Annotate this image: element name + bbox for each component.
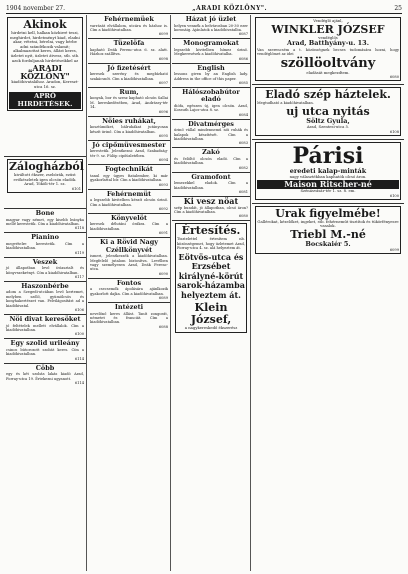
ad-zalog-number: 6101 [71, 186, 81, 191]
ad-elado-title: Eladó szép háztelek. [265, 88, 391, 102]
ad-piano-text: megvételre kerestetik. Cím a kiadóhivatalban. [6, 241, 84, 251]
ad-piano-number: 6119 [74, 250, 84, 255]
ad-c2-4-number: 6096 [158, 109, 168, 114]
ad-c2-8-title: Fehérnemüt [106, 189, 152, 198]
ad-c3-8-title: Ki vesz nöat [183, 197, 239, 207]
ad-akinok-title: Akinok [23, 18, 67, 31]
ad-nol-title: Nöi divat keresöket [9, 315, 81, 324]
ad-haszonber-number: 6106 [74, 308, 84, 313]
ad-haszonber [4, 282, 86, 315]
ad-winkler [252, 15, 404, 85]
ad-cobb-number: 6114 [74, 381, 84, 385]
ad-urak-number: 6099 [389, 248, 399, 253]
ad-c3-8 [172, 197, 250, 221]
ad-parisi-addr: Szénásvásár-tér 1. sz. 8. em. [300, 188, 356, 194]
ad-akinok-brand: „ARADI KÖZLÖNY" [20, 63, 70, 81]
ad-cobb-title: Cöbb [35, 363, 55, 372]
ad-c2-6-text: kerestetik. Jelentkezni: Arad, Szabadság-tér 9. sz. Fülöp cipőüzletében. [90, 149, 168, 158]
ad-c3-5-number: 6083 [238, 141, 248, 146]
ad-c2-4-title: Rum, [119, 87, 139, 96]
ad-elado-addr: Arad, Szentesi-utca 5. [306, 124, 350, 129]
column-1 [4, 15, 87, 571]
ad-c2-4-text: konyak, bor és szesz kapható olcsón Sallai M. kereskedésében, Arad, Andrássy-tér 14. [90, 96, 168, 110]
ad-winkler-number: 6080 [389, 75, 399, 80]
ad-szoba-text: csinos bútorozott szobát keres. Cím a kiadóhivatalban. [6, 347, 84, 357]
ad-c2-6-title: Jó cipőmüvesmester [92, 140, 166, 149]
ad-c3-8-number: 6080 [238, 214, 248, 219]
ad-c2-10-number: 6090 [158, 271, 168, 276]
ad-cobb [4, 364, 86, 387]
ad-c2-5-number: 6095 [158, 133, 168, 138]
ad-szoba [4, 339, 86, 363]
ad-c2-3-title: Jó fizetésért [107, 63, 151, 72]
ad-parisi-sub: eredeti kalap-minták [289, 166, 367, 175]
ad-c2-4 [88, 88, 170, 117]
ad-parisi-text: nagy választékban kaphatók olcsó áron. [289, 174, 367, 180]
ad-elado-name: Söltz Gyula, [306, 116, 350, 125]
ad-c2-10-title: Ki a Rövid Nagy Czéllkönyvét [99, 238, 159, 254]
ad-akinok-text: hirdetni kell, halkan közhirré teszi, meghirdet, hirdetményt kiad, eladni akar, vétetni, bérelni, vagy bérbe adni szándékozik valamit; alkalmazottat keres, állást keres, üzletet nyit, üzletet átvesz, stb. stb. azok forduljanak hirdetéseikkel az [10, 30, 80, 63]
header-date: 1904 november 27. [6, 4, 65, 12]
ad-elado-sub: uj utca nyitás [286, 104, 370, 118]
ad-c2-5-text: kosztümöket, bálruhákat jutányosan készít úrinő. Cím a kiadóhivatalban. [90, 125, 168, 134]
ad-c2-7-title: Fogtechnikát [105, 165, 153, 174]
ad-c3-3-number: 6085 [238, 80, 248, 85]
ad-haszonber-text: adom a Szegedi-utcában levő kertemet, melyben szőlő, gyümölcsös és konyhakertészet van. Felvilágosítást ad a kiadóhivatal. [6, 290, 84, 308]
ad-c3-4-text: diófa, egészen új, igen olcsón. Arad, Kossuth Lajos-utca 8. sz. [174, 103, 248, 113]
ad-akinok-frame [7, 17, 83, 111]
ad-c3-4-number: 6084 [238, 112, 248, 117]
ad-piano-title: Pianino [31, 233, 59, 242]
ad-winkler-addr: Arad, Batthyány-u. 13. [287, 39, 369, 48]
ad-haszonber-title: Haszonbérbe [21, 281, 69, 290]
ad-ertesites-name: Klein József, [190, 301, 232, 327]
ad-c2-12-text: nevelőnő keres állást. Tanít zongorát, németet és franciát. Cím a kiadóhivatalban. [90, 311, 168, 325]
ad-c2-11-title: Fontos [116, 278, 142, 287]
ad-elado-number: 6108 [389, 129, 399, 134]
ad-bone-text: magyar vagy német, egy kisebb leányka mellé kerestetik. Cím a kiadóhivatalban. [6, 217, 84, 226]
ad-c2-2 [88, 39, 170, 63]
ad-urak-addr: Bocskaiér 5. [305, 239, 351, 248]
ad-c2-1-title: Fehérnemüek [104, 15, 154, 23]
ad-c3-1-text: helyen vennék a belvárosban 20-30 ezer koronáig. Ajánlatok a kiadóhivatalba. [174, 23, 248, 32]
ad-ertesites-title: Értesítés. [181, 224, 241, 238]
header-title: „ARADI KÖZLÖNY". [192, 4, 268, 12]
ad-parisi-number: 6100 [389, 193, 399, 198]
ad-c2-9 [88, 214, 170, 238]
ad-c3-7 [172, 173, 250, 197]
ad-c3-3-title: English [197, 63, 225, 72]
ad-c2-12 [88, 303, 170, 331]
ad-ertesites [172, 221, 250, 335]
ad-c3-1-title: Házat jó üzlet [185, 15, 237, 23]
ad-winkler-big: szöllöoltvány [280, 55, 376, 71]
ad-akinok [4, 15, 86, 157]
ad-nol-number: 6100 [74, 332, 84, 337]
ad-c2-12-title: Intézeti [114, 303, 144, 312]
ad-ertesites-role: a nagykereskedő ékszerész [184, 325, 238, 331]
ad-c3-2-number: 6086 [238, 56, 248, 61]
ad-c3-5-text: úrinő vállal mindennemű női ruhák és kalapok készítését. Cím a kiadóhivatalban. [174, 128, 248, 142]
ad-zalog [4, 157, 86, 209]
ad-c3-7-title: Gramofont [191, 172, 231, 181]
ad-c3-6-text: és felöltő olcsón eladó. Cím a kiadóhivatalban. [174, 156, 248, 166]
ad-c2-1-number: 6099 [158, 32, 168, 37]
ad-nol-text: jó feltételek mellett elvállalok. Cím a kiadóhivatalban. [6, 323, 84, 332]
ad-c3-2-text: legszebb kivitelben hímez úrinő. Megkeresések a kiadóhivatalba. [174, 47, 248, 57]
ad-c2-10 [88, 238, 170, 279]
ad-winkler-text2: eladását megkezdtem. [306, 69, 350, 75]
ad-c2-5-title: Nöies ruhákat, [102, 116, 156, 125]
ad-bone-number: 6118 [74, 226, 84, 231]
ad-nol [4, 315, 86, 339]
ad-c2-1 [88, 15, 170, 39]
ad-c2-7-number: 6093 [158, 182, 168, 187]
ad-c2-10-text: ismeri, jelentkezzék a kiadóhivatalban. Megfelelő jutalom biztosítva. Levélben vagy személyesen Arad, Deák Ferenc-utca. [90, 254, 168, 272]
ad-c3-3-text: lessons given by an English lady. Address in the office of this paper. [174, 72, 248, 81]
ad-c3-4 [172, 88, 250, 120]
ad-c2-3-number: 6097 [158, 80, 168, 85]
ad-urak-brand: Triebl M.-né [290, 227, 366, 241]
ad-c2-9-number: 6091 [158, 231, 168, 236]
ad-ertesites-text: Tisztelettel értesítem nb. közönségemet, hogy üzletemet Arad, Forray-utca 4. sz. alá helyeztem át. [177, 237, 245, 251]
ad-c3-7-text: lemezekkel eladok. Cím a kiadóhivatalban. [174, 181, 248, 190]
ad-c2-12-number: 6088 [158, 324, 168, 329]
ad-c2-11-number: 6089 [158, 296, 168, 301]
ad-c3-5 [172, 120, 250, 149]
ad-zalog-text: kiváltott ékszer, zsebórák, ezüst evőkészletek igen olcsón eladók. Arad, Tököli-tér 1. sz. [13, 172, 77, 187]
ad-c3-2-title: Monogramokat [183, 39, 239, 48]
ad-parisi [252, 140, 404, 204]
ad-akinok-sub: kiadóhivatalához. Aradon, Kereszt-utca 16. sz. [11, 79, 79, 89]
ad-akinok-foot: APRÓ HIRDETÉSEK. [9, 92, 81, 109]
ad-parisi-brand: Maison Ritscher-né [257, 180, 399, 190]
ad-c2-9-text: keresek délutáni órákra. Cím a kiadóhivatalban. [90, 222, 168, 231]
ad-c3-5-title: Divatmérges [188, 119, 234, 128]
ad-piano [4, 233, 86, 257]
ad-c3-3 [172, 64, 250, 88]
ad-urak-text: Gallérokat, kézelőket, ingeket, stb. fehérneműt tisztítok és tükörfényesre vasalok. [257, 218, 399, 229]
column-4 [252, 15, 404, 571]
ad-c3-8-text: szép bundát, jó állapotban, olcsó áron? Cím a kiadóhivatalban. [174, 205, 248, 214]
ad-urak-title: Urak figyelmébe! [275, 206, 381, 220]
ad-c2-1-text: varrását elvállalom, utcára és házhoz is. Cím a kiadóhivatalban. [90, 23, 168, 32]
ad-bone-title: Bone [35, 209, 55, 217]
ad-c2-11 [88, 279, 170, 303]
ad-elado-text: Megtudható a kiadóhivatalban. [257, 101, 314, 106]
page-header [6, 3, 402, 14]
ad-c2-2-title: Tüzelöfa [113, 39, 145, 48]
ad-c2-5 [88, 117, 170, 141]
ad-winkler-sub: vendéglős [318, 34, 338, 40]
ad-c2-9-title: Könyvelöt [110, 213, 148, 222]
ad-c2-8-text: a legszebb kivitelben készít olcsón úrinő. Cím a kiadóhivatalban. [90, 198, 168, 207]
ad-c2-11-text: a csecsemők ápolására ajánlkozik gyakorlott dajka. Cím a kiadóhivatalban. [90, 287, 168, 296]
ad-c3-4-title: Hálószobabútor eladó [182, 87, 240, 104]
ad-c3-6-title: Zakó [202, 148, 220, 157]
ad-veszek-number: 6117 [74, 274, 84, 279]
ad-winkler-text: Van szerencsém a t. közönségnek becses tudomására hozni, hogy vendéglőmet az idei [257, 47, 399, 57]
ad-veszek [4, 258, 86, 282]
ad-cobb-text: egy és két szobás lakás kiadó Arad, Forray-utca 19. Értekezni ugyanott. [6, 372, 84, 381]
column-3 [172, 15, 251, 571]
ad-parisi-title: Párisi [292, 142, 364, 169]
ad-c2-8-number: 6092 [158, 206, 168, 211]
column-2 [88, 15, 171, 571]
ad-bone [4, 209, 86, 233]
ad-c3-2 [172, 39, 250, 63]
ad-winkler-title: WINKLER JÓZSEF [271, 22, 385, 36]
ad-c2-8 [88, 190, 170, 214]
ad-zalog-title: Zálogházból [9, 160, 84, 173]
ad-c2-2-text: kapható Deák Ferenc-utca 6. sz. alatt. Házhoz szállítva. [90, 47, 168, 57]
ad-c2-6-number: 6094 [158, 158, 168, 163]
ad-c2-7-text: tanul egy ügyes fiatalember, ki már gyakorlattal bír. Cím a kiadóhivatalban. [90, 173, 168, 183]
ad-c3-1 [172, 15, 250, 39]
ad-c3-7-number: 6081 [238, 190, 248, 195]
ad-c2-6 [88, 141, 170, 165]
ad-szoba-number: 6114 [74, 356, 84, 361]
ad-c3-6 [172, 148, 250, 172]
ad-szoba-title: Egy szolid urileány [10, 339, 80, 348]
ad-winkler-top: Vendéglő ajánl, [313, 18, 343, 23]
ad-c3-1-number: 6087 [238, 32, 248, 37]
ad-c3-6-number: 6082 [238, 165, 248, 170]
ad-ertesites-mid: Eötvös-utca és Erzsébet királyné-körút sarok-házamba helyeztem át. [177, 251, 245, 300]
header-page-number: 25 [394, 4, 402, 12]
ad-veszek-text: jó állapotban levő íróasztalt és könyvszekrényt. Cím a kiadóhivatalban. [6, 266, 84, 275]
ad-c2-3-text: keresek szerény és megbízható szakácsnőt. Cím a kiadóhivatalban. [90, 72, 168, 81]
ad-elado [252, 85, 404, 140]
ad-urak [252, 204, 404, 258]
ad-c2-2-number: 6098 [158, 56, 168, 61]
ad-c2-7 [88, 165, 170, 189]
ad-c2-3 [88, 64, 170, 88]
ad-veszek-title: Veszek [32, 257, 58, 266]
